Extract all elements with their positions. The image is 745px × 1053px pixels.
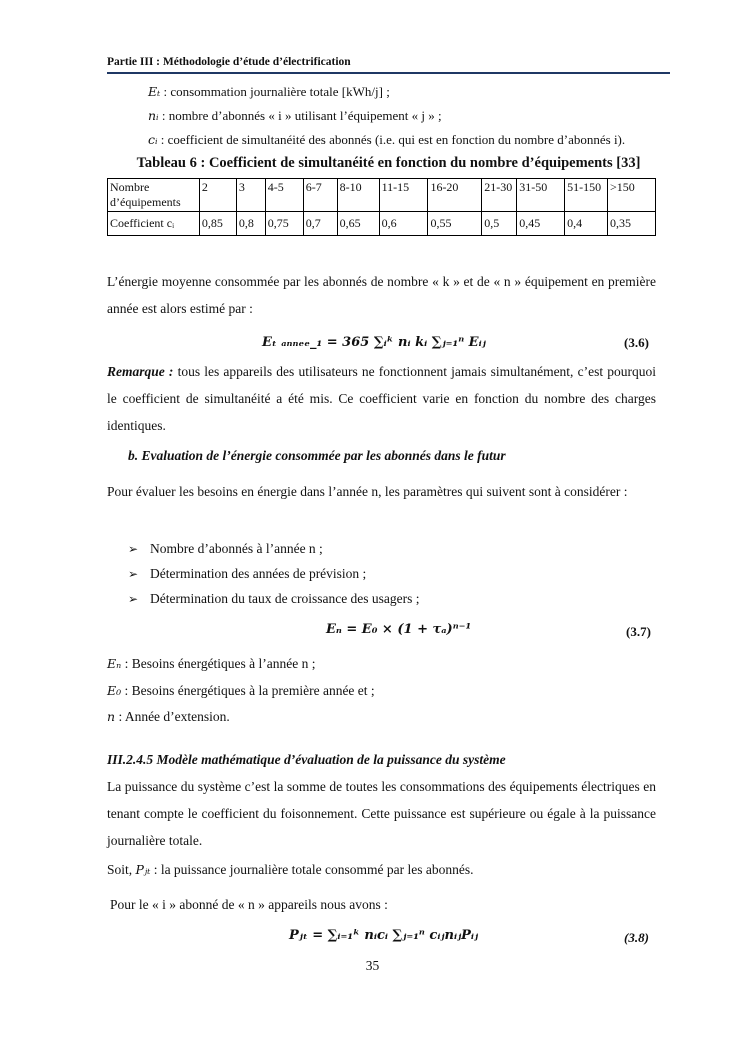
subsection-heading-b: b. Evaluation de l’énergie consommée par les abonnés dans le futur: [128, 448, 506, 463]
table-cell: 0,85: [199, 212, 236, 236]
variable-symbol: E₀: [107, 683, 122, 698]
equation-number: (3.8): [624, 930, 649, 945]
table-cell: 0,45: [517, 212, 565, 236]
table-cell: 21-30: [482, 179, 517, 212]
list-item: [128, 566, 366, 582]
table-cell: 31-50: [517, 179, 565, 212]
row-label: Coefficient cᵢ: [108, 212, 200, 236]
running-header: Partie III : Méthodologie d’étude d’électrification: [107, 56, 351, 68]
table-cell: 0,75: [265, 212, 303, 236]
table-cell: 4-5: [265, 179, 303, 212]
paragraph-subscriber: Pour le « i » abonné de « n » appareils nous avons :: [110, 897, 388, 912]
arrow-bullet-icon: ➢: [128, 542, 139, 556]
paragraph-energy: L’énergie moyenne consommée par les abonnés de nombre « k » et de « n » équipement en première année est alors estimé par :: [107, 274, 656, 316]
table-cell: 0,8: [236, 212, 265, 236]
definition-symbol: cᵢ: [148, 132, 158, 147]
definition-ni: [148, 108, 442, 124]
table-cell: 0,65: [337, 212, 379, 236]
table-cell: 3: [236, 179, 265, 212]
definition-et: [148, 84, 390, 100]
table-cell: 8-10: [337, 179, 379, 212]
table-cell: 0,7: [303, 212, 337, 236]
list-item-text: Détermination du taux de croissance des usagers ;: [150, 591, 420, 606]
variable-text: : Besoins énergétiques à l’année n ;: [121, 656, 316, 671]
arrow-bullet-icon: ➢: [128, 592, 139, 606]
variable-en: [107, 656, 316, 672]
variable-e0: [107, 683, 375, 699]
equation-number: (3.7): [626, 624, 651, 639]
equation-3-8: Pⱼₜ = ∑ᵢ₌₁ᵏ nᵢcᵢ ∑ⱼ₌₁ⁿ cᵢⱼnᵢⱼPᵢⱼ: [289, 928, 479, 943]
table-cell: 0,6: [379, 212, 428, 236]
table-cell: 0,55: [428, 212, 482, 236]
list-item-text: Nombre d’abonnés à l’année n ;: [150, 541, 323, 556]
variable-text: : Année d’extension.: [115, 709, 230, 724]
equation-3-7: Eₙ = E₀ × (1 + τₐ)ⁿ⁻¹: [326, 622, 472, 637]
soit-text: : la puissance journalière totale consommé par les abonnés.: [150, 862, 474, 877]
list-item: [128, 591, 420, 607]
equation-number: (3.6): [624, 335, 649, 350]
table-cell: 0,35: [608, 212, 656, 236]
table-caption: Tableau 6 : Coefficient de simultanéité en fonction du nombre d’équipements [33]: [136, 155, 641, 171]
variable-symbol: n: [107, 709, 116, 724]
definition-text: : nombre d’abonnés « i » utilisant l’équipement « j » ;: [158, 108, 442, 123]
header-rule: [107, 72, 670, 74]
soit-line: [107, 862, 473, 878]
table-cell: 0,4: [565, 212, 608, 236]
variable-text: : Besoins énergétiques à la première année et ;: [121, 683, 375, 698]
arrow-bullet-icon: ➢: [128, 567, 139, 581]
table-row-coefficient: [108, 212, 656, 236]
section-heading: III.2.4.5 Modèle mathématique d’évaluation de la puissance du système: [107, 752, 506, 767]
list-item: [128, 541, 323, 557]
row-label: Nombre d’équipements: [108, 179, 200, 212]
table-cell: 2: [199, 179, 236, 212]
remark-paragraph: [107, 358, 656, 439]
simultaneity-table: [107, 178, 656, 236]
equation-lhs: Eₜ ₐₙₙₑₑ_₁: [262, 335, 323, 350]
table-cell: 6-7: [303, 179, 337, 212]
definition-ci: [148, 132, 625, 148]
definition-text: : consommation journalière totale [kWh/j] ;: [160, 84, 390, 99]
list-item-text: Détermination des années de prévision ;: [150, 566, 367, 581]
table-cell: 51-150: [565, 179, 608, 212]
remark-text: tous les appareils des utilisateurs ne fonctionnent jamais simultanément, c’est pourquoi le coefficient de simultanéité a été mis. Ce coefficient varie en fonction du nombre des charges identiques.: [107, 364, 656, 433]
variable-symbol: Eₙ: [107, 656, 122, 671]
definition-symbol: Eₜ: [148, 84, 161, 99]
table-row-equipment-count: [108, 179, 656, 212]
table-cell: >150: [608, 179, 656, 212]
soit-prefix: Soit,: [107, 862, 136, 877]
soit-symbol: Pⱼₜ: [135, 862, 151, 877]
page-number: 35: [365, 958, 380, 973]
equation-3-6: [262, 333, 486, 351]
definition-symbol: nᵢ: [148, 108, 159, 123]
remark-label: Remarque :: [107, 364, 174, 379]
paragraph-parameters: Pour évaluer les besoins en énergie dans l’année n, les paramètres qui suivent sont à considérer :: [107, 484, 628, 499]
table-cell: 11-15: [379, 179, 428, 212]
table-cell: 16-20: [428, 179, 482, 212]
paragraph-power: La puissance du système c’est la somme de toutes les consommations des équipements électriques en tenant compte le coefficient du foisonnement. Cette puissance est supérieure ou égale à la puissance journalière totale.: [107, 779, 656, 848]
definition-text: : coefficient de simultanéité des abonnés (i.e. qui est en fonction du nombre d’abonnés i).: [157, 132, 626, 147]
equation-rhs: = 365 ∑ᵢᵏ nᵢ kᵢ ∑ⱼ₌₁ⁿ Eᵢⱼ: [322, 335, 486, 350]
variable-n: [107, 709, 230, 725]
table-cell: 0,5: [482, 212, 517, 236]
